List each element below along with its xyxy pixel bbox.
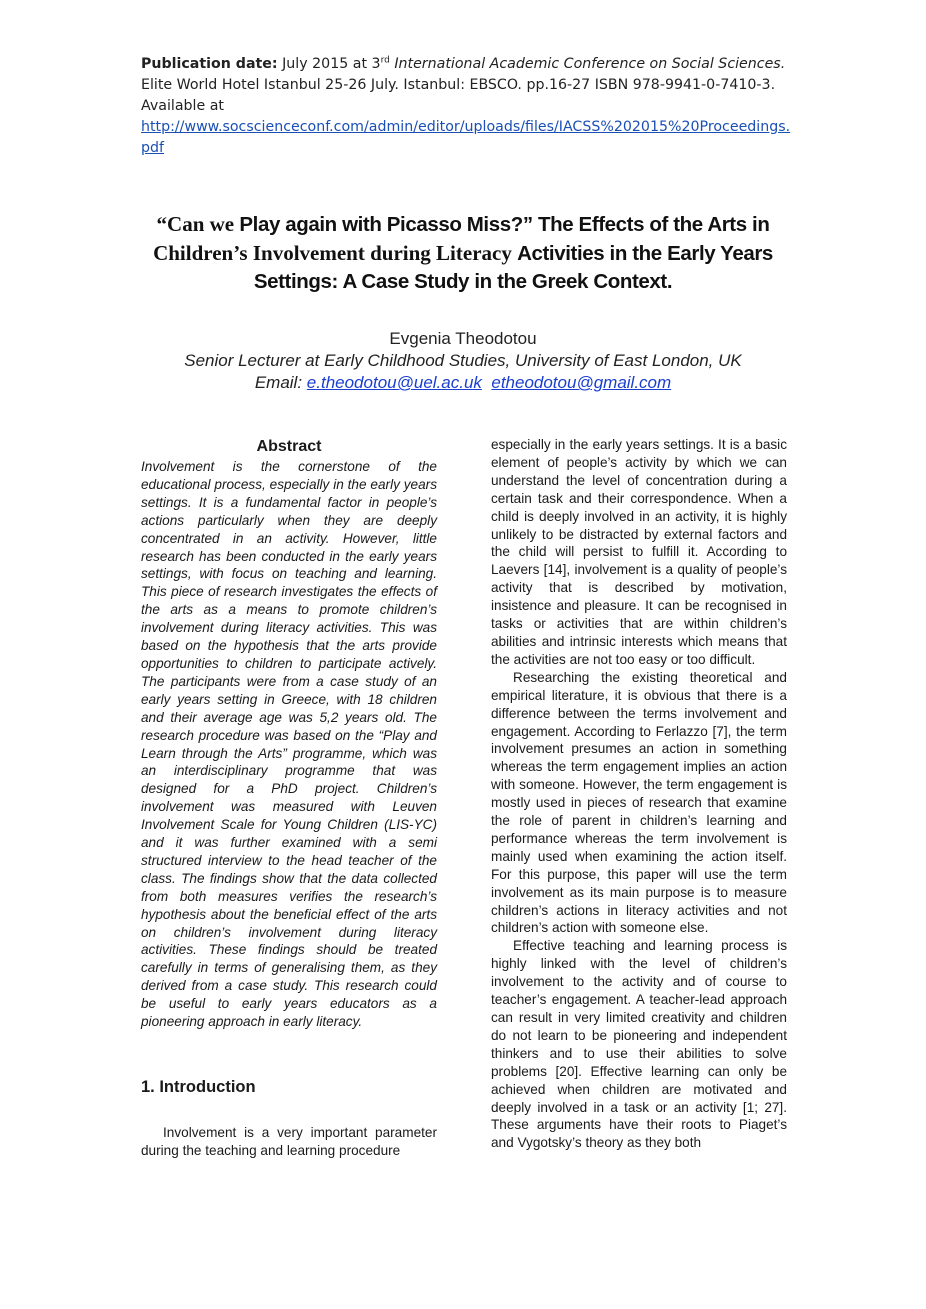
introduction-heading: 1. Introduction (141, 1078, 256, 1096)
author-affiliation: Senior Lecturer at Early Childhood Studies, University of East London, UK (184, 351, 742, 370)
title-part-4: Activities in the Early Years Settings: A Case Study in the Greek Context. (253, 242, 773, 293)
body-paragraph-2: Researching the existing theoretical and empirical literature, it is obvious that there is a difference between the terms involvement and engagement. According to Ferlazzo [7], the term involvement presumes an action in something whereas the term engagement implies an action with someone. However, the term engagement is mostly used in pieces of research that examine the role of parent in children’s learning and performance whereas the term involvement is mainly used when examining the action itself. For this purpose, this paper will use the term involvement as its main purpose is to measure children’s actions in literacy activities and not children’s action with someone else. (491, 669, 787, 936)
abstract-heading: Abstract (256, 438, 322, 455)
email-link-uel[interactable]: e.theodotou@uel.ac.uk (306, 373, 482, 392)
left-column (141, 437, 437, 1160)
ordinal-suffix: rd (380, 55, 390, 66)
title-part-1: “Can we (156, 212, 240, 236)
publication-info (141, 54, 791, 159)
proceedings-link[interactable]: http://www.socscienceconf.com/admin/editor/uploads/files/IACSS%202015%20Proceedings.pdf (141, 119, 791, 156)
abstract-text: Involvement is the cornerstone of the educational process, especially in the early years settings. It is a fundamental factor in people’s actions particularly when they are deeply concentrated in an activity. However, little research has been conducted in the early years settings, with focus on teaching and learning. This piece of research investigates the effects of the arts as a means to promote children’s involvement during literacy activities. This was based on the hypothesis that the arts provide opportunities to children to participate actively. The participants were from a case study of an early years setting in Greece, with 18 children and their average age was 5,2 years old. The research procedure was based on the “Play and Learn through the Arts” programme, which was an interdisciplinary programme that was designed for a PhD project. Children’s involvement was measured with Leuven Involvement Scale for Young Children (LIS-YC) and it was further examined with a semi structured interview to the head teacher of the class. The findings show that the data collected from both measures verifies the research’s hypothesis about the beneficial effect of the arts on children’s involvement during literacy activities. These findings should be treated carefully in terms of generalising them, as they derived from a case study. This research could be useful to early years educators as a pioneering approach in early literacy. (141, 459, 437, 1030)
paper-title (110, 210, 816, 296)
title-part-2: Play again with Picasso Miss?” The Effects of the Arts in (239, 213, 770, 236)
email-label: Email: (254, 373, 303, 392)
title-part-3: Children’s Involvement during Literacy (153, 241, 518, 265)
author-name: Evgenia Theodotou (389, 329, 537, 348)
introduction-paragraph: Involvement is a very important parameter during the teaching and learning procedure (141, 1125, 437, 1158)
publication-label: Publication date: (141, 56, 278, 72)
publication-details: Elite World Hotel Istanbul 25-26 July. Istanbul: EBSCO. pp.16-27 ISBN 978-9941-0-7410-3. (141, 77, 776, 93)
author-email (110, 372, 816, 394)
available-label: Available at (141, 98, 224, 114)
publication-date: July 2015 at 3 (282, 56, 381, 72)
right-column (491, 436, 787, 1152)
body-paragraph-3: Effective teaching and learning process is highly linked with the level of children’s involvement to the activity and of course to teacher’s engagement. A teacher-lead approach can result in very limited creativity and children do not learn to be pioneering and independent thinkers and to use their abilities to solve problems [20]. Effective learning can only be achieved when children are motivated and deeply involved in a task or an activity [1; 27]. These arguments have their roots to Piaget’s and Vygotsky’s theory as they both (491, 938, 787, 1151)
conference-name: International Academic Conference on Social Sciences. (394, 56, 786, 72)
email-link-gmail[interactable]: etheodotou@gmail.com (491, 373, 672, 392)
body-paragraph-1: especially in the early years settings. It is a basic element of people’s activity by which we can understand the level of concentration during a certain task and their correspondence. When a child is deeply involved in an activity, it is highly unlikely to be distracted by external factors and the child will persist to fulfill it. According to Laevers [14], involvement is a quality of people’s activity that is described by motivation, insistence and pleasure. It can be recognised in tasks or activities that are within children’s abilities and intrinsic interests which means that the activities are not too easy or too difficult. (491, 437, 787, 667)
